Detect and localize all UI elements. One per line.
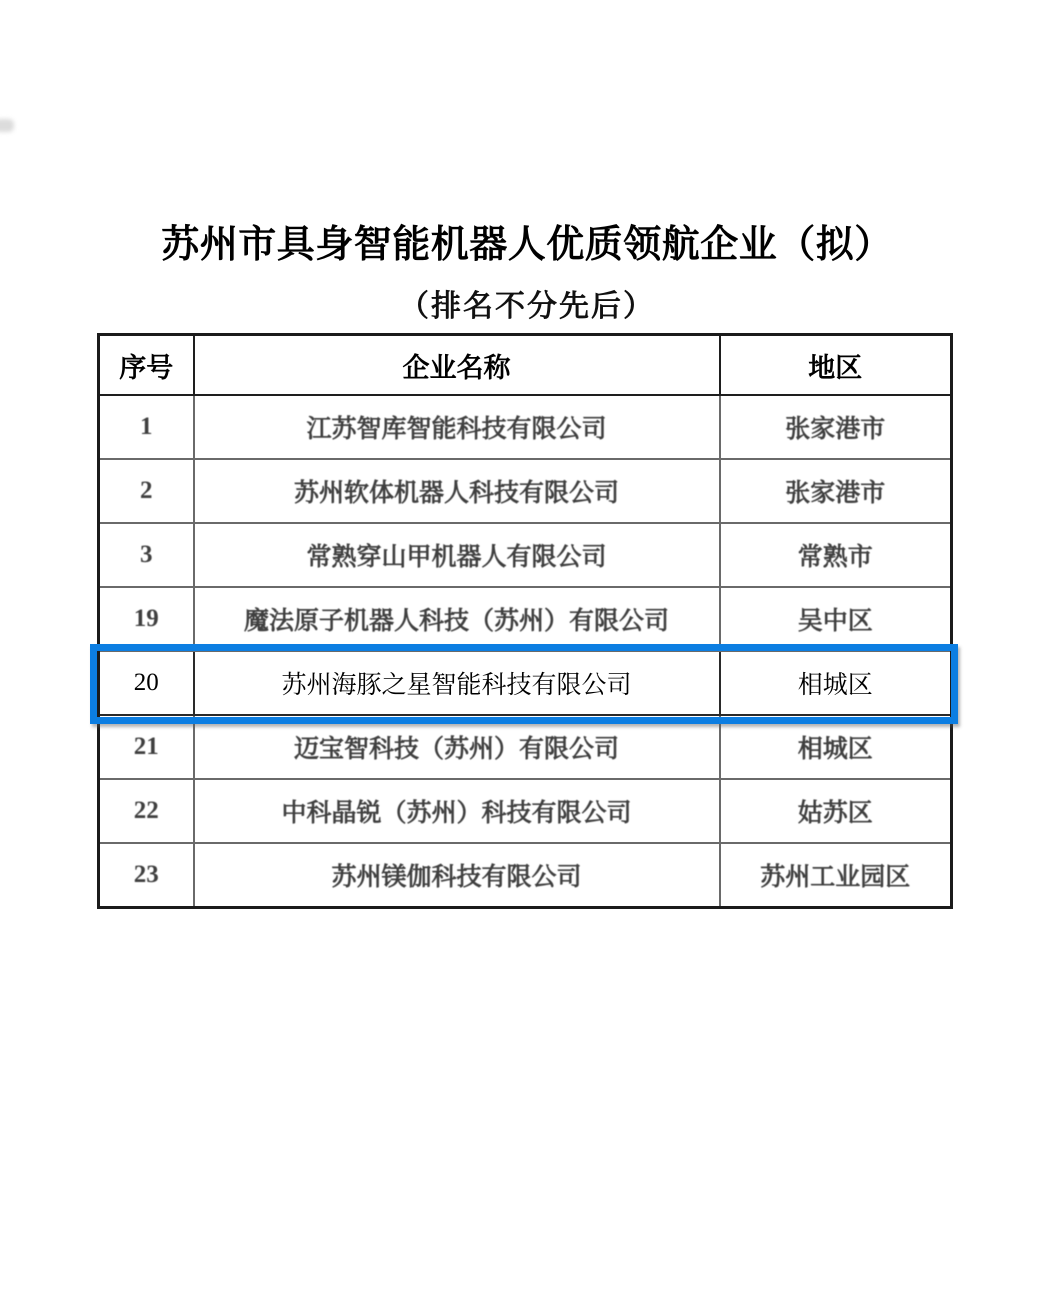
table-row (99, 715, 952, 779)
page-title: 苏州市具身智能机器人优质领航企业（拟） (161, 224, 893, 266)
company-cell: 江苏智库智能科技有限公司 (194, 395, 720, 459)
company-cell: 魔法原子机器人科技（苏州）有限公司 (194, 587, 720, 651)
table-row (99, 843, 952, 908)
region-cell: 常熟市 (720, 523, 952, 587)
region-cell: 张家港市 (720, 459, 952, 523)
region-cell: 吴中区 (720, 587, 952, 651)
serial-cell: 20 (99, 651, 194, 715)
table-row (99, 459, 952, 523)
serial-cell: 3 (99, 523, 194, 587)
company-cell: 中科晶锐（苏州）科技有限公司 (194, 779, 720, 843)
region-cell: 苏州工业园区 (720, 843, 952, 908)
table-row (99, 395, 952, 459)
table-row (99, 779, 952, 843)
serial-cell: 23 (99, 843, 194, 908)
region-cell: 相城区 (720, 715, 952, 779)
column-header-company: 企业名称 (194, 335, 720, 396)
page-subtitle: （排名不分先后） (399, 290, 655, 323)
serial-cell: 19 (99, 587, 194, 651)
column-header-serial: 序号 (99, 335, 194, 396)
scan-smudge-artifact (0, 119, 14, 132)
region-cell: 相城区 (720, 651, 952, 715)
company-cell: 迈宝智科技（苏州）有限公司 (194, 715, 720, 779)
column-header-region: 地区 (720, 335, 952, 396)
serial-cell: 22 (99, 779, 194, 843)
serial-cell: 2 (99, 459, 194, 523)
company-cell: 苏州镁伽科技有限公司 (194, 843, 720, 908)
serial-cell: 1 (99, 395, 194, 459)
company-cell: 常熟穿山甲机器人有限公司 (194, 523, 720, 587)
region-cell: 姑苏区 (720, 779, 952, 843)
region-cell: 张家港市 (720, 395, 952, 459)
enterprise-table (97, 333, 953, 909)
company-cell: 苏州软体机器人科技有限公司 (194, 459, 720, 523)
table-row (99, 587, 952, 651)
table-row (99, 523, 952, 587)
table-row-highlighted (99, 651, 952, 715)
company-cell: 苏州海豚之星智能科技有限公司 (194, 651, 720, 715)
serial-cell: 21 (99, 715, 194, 779)
table-header-row (99, 335, 952, 396)
